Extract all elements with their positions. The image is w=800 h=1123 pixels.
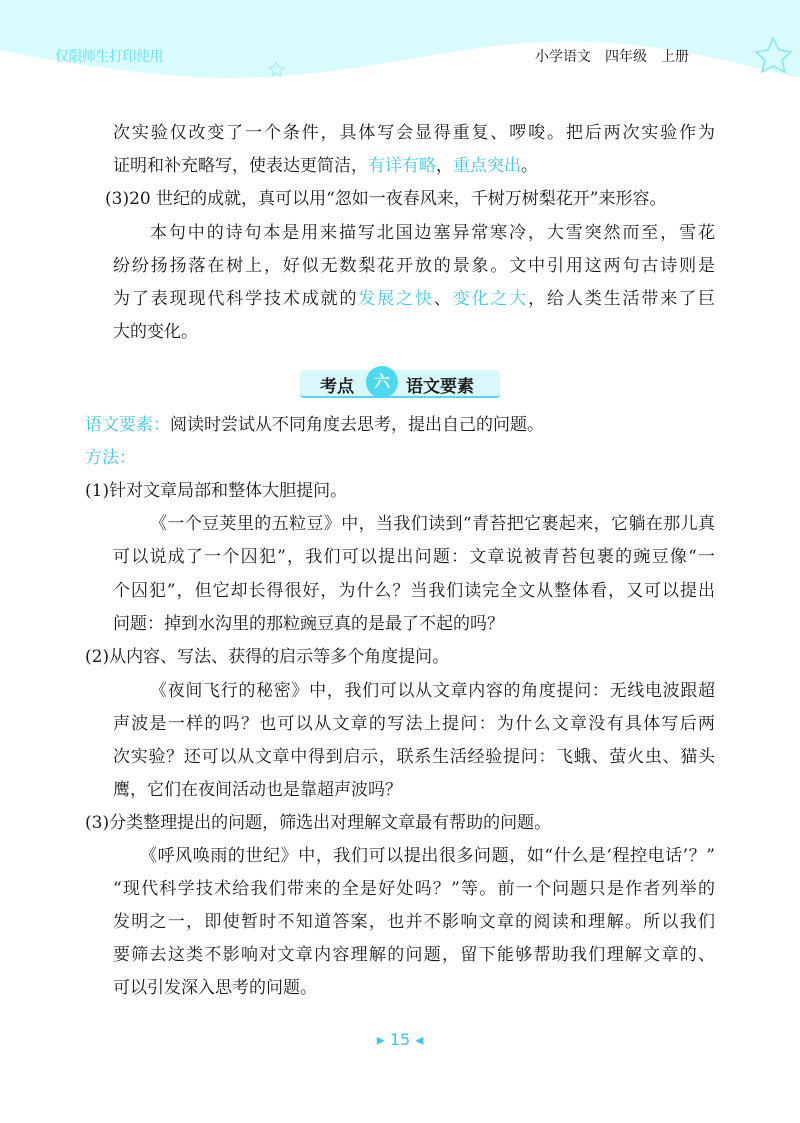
text-segment: 声波是一样的吗？也可以从文章的写法上提问：为什么文章没有具体写后两 (113, 714, 715, 734)
text-segment: 个囚犯”，但它却长得很好，为什么？当我们读完全文从整体看，又可以提出 (113, 581, 715, 601)
text-line (113, 155, 538, 177)
text-segment: 《呼风唤雨的世纪》中，我们可以提出很多问题，如“什么是‘程控电话’？” (140, 846, 715, 866)
arrow-left-icon: ◂ (415, 1030, 424, 1049)
text-segment: (1)针对文章局部和整体大胆提问。 (85, 481, 348, 501)
highlighted-text: 语文要素： (85, 415, 170, 435)
text-line (113, 977, 317, 999)
arrow-right-icon: ▸ (376, 1030, 385, 1049)
text-segment: 可以说成了一个囚犯”，我们可以提出问题：文章说被青苔包裹的豌豆像“一 (113, 547, 715, 567)
highlighted-text: 重点突出 (453, 156, 521, 176)
text-segment: 发明之一，即使暂时不知道答案，也并不影响文章的阅读和理解。所以我们 (113, 912, 715, 932)
text-segment: 、 (433, 289, 453, 309)
text-line (113, 944, 715, 966)
text-segment: 《一个豆荚里的五粒豆》中，当我们读到“青苔把它裹起来，它躺在那儿真 (150, 514, 715, 534)
text-line (113, 321, 198, 343)
text-segment: 鹰，它们在夜间活动也是靠超声波吗？ (113, 780, 402, 800)
text-segment: 证明和补充略写，使表达更简洁， (113, 156, 368, 176)
page-number (0, 1030, 800, 1049)
text-line (113, 713, 715, 735)
text-segment: 纷纷扬扬落在树上，好似无数梨花开放的景象。文中引用这两句古诗则是 (113, 256, 715, 276)
text-segment: 。 (521, 156, 538, 176)
text-line (113, 122, 715, 144)
text-segment: 要筛去这类不影响对文章内容理解的问题，留下能够帮助我们理解文章的、 (113, 945, 715, 965)
highlighted-text: 有详有略 (368, 156, 436, 176)
text-segment: 本句中的诗句本是用来描写北国边塞异常寒冷，大雪突然而至，雪花 (150, 223, 715, 243)
text-line (150, 680, 715, 702)
text-line (113, 779, 402, 801)
text-segment: (2)从内容、写法、获得的启示等多个角度提问。 (85, 647, 450, 667)
text-line (85, 414, 544, 436)
text-line (85, 646, 449, 668)
text-line (85, 812, 551, 834)
header-wave-background (0, 0, 800, 90)
highlighted-text: 发展之快 (358, 289, 434, 309)
text-line (140, 845, 715, 867)
text-line (150, 222, 715, 244)
text-segment: 大的变化。 (113, 322, 198, 342)
highlighted-text: 变化之大 (452, 289, 529, 309)
text-line (105, 188, 667, 210)
page-number-text: 15 (389, 1030, 411, 1049)
text-line (113, 613, 504, 635)
text-segment: ， (436, 156, 453, 176)
book-title: 小学语文 四年级 上册 (535, 49, 689, 65)
text-segment: (3)20 世纪的成就，真可以用“忽如一夜春风来，千树万树梨花开”来形容。 (105, 189, 667, 209)
text-line (113, 878, 715, 900)
text-line (113, 580, 715, 602)
text-segment: ，给人类生活带来了巨 (528, 289, 716, 309)
text-segment: 《夜间飞行的秘密》中，我们可以从文章内容的角度提问：无线电波跟超 (150, 681, 715, 701)
text-line (113, 911, 715, 933)
section-heading (300, 368, 500, 400)
text-line (113, 255, 715, 277)
text-segment: 次实验仅改变了一个条件，具体写会显得重复、啰唆。把后两次实验作为 (113, 123, 715, 143)
highlighted-text: 方法： (85, 448, 136, 468)
text-line (85, 480, 347, 502)
section-number-badge: 六 (366, 366, 398, 398)
watermark-text: 仅限师生打印使用 (55, 49, 163, 65)
section-title: 语文要素 (406, 377, 474, 397)
text-line (85, 447, 136, 469)
section-label: 考点 (320, 377, 354, 397)
text-segment: 次实验？还可以从文章中得到启示，联系生活经验提问：飞蛾、萤火虫、猫头 (113, 747, 715, 767)
text-segment: 为了表现现代科学技术成就的 (113, 289, 359, 309)
text-segment: 阅读时尝试从不同角度去思考，提出自己的问题。 (170, 415, 544, 435)
text-segment: 可以引发深入思考的问题。 (113, 978, 317, 998)
text-segment: 问题：掉到水沟里的那粒豌豆真的是最了不起的吗？ (113, 614, 504, 634)
text-segment: (3)分类整理提出的问题，筛选出对理解文章最有帮助的问题。 (85, 813, 552, 833)
page-header (0, 0, 800, 90)
text-line (113, 746, 715, 768)
text-line (150, 513, 715, 535)
text-segment: “现代科学技术给我们带来的全是好处吗？”等。前一个问题只是作者列举的 (113, 879, 715, 899)
text-line (113, 288, 715, 310)
text-line (113, 546, 715, 568)
